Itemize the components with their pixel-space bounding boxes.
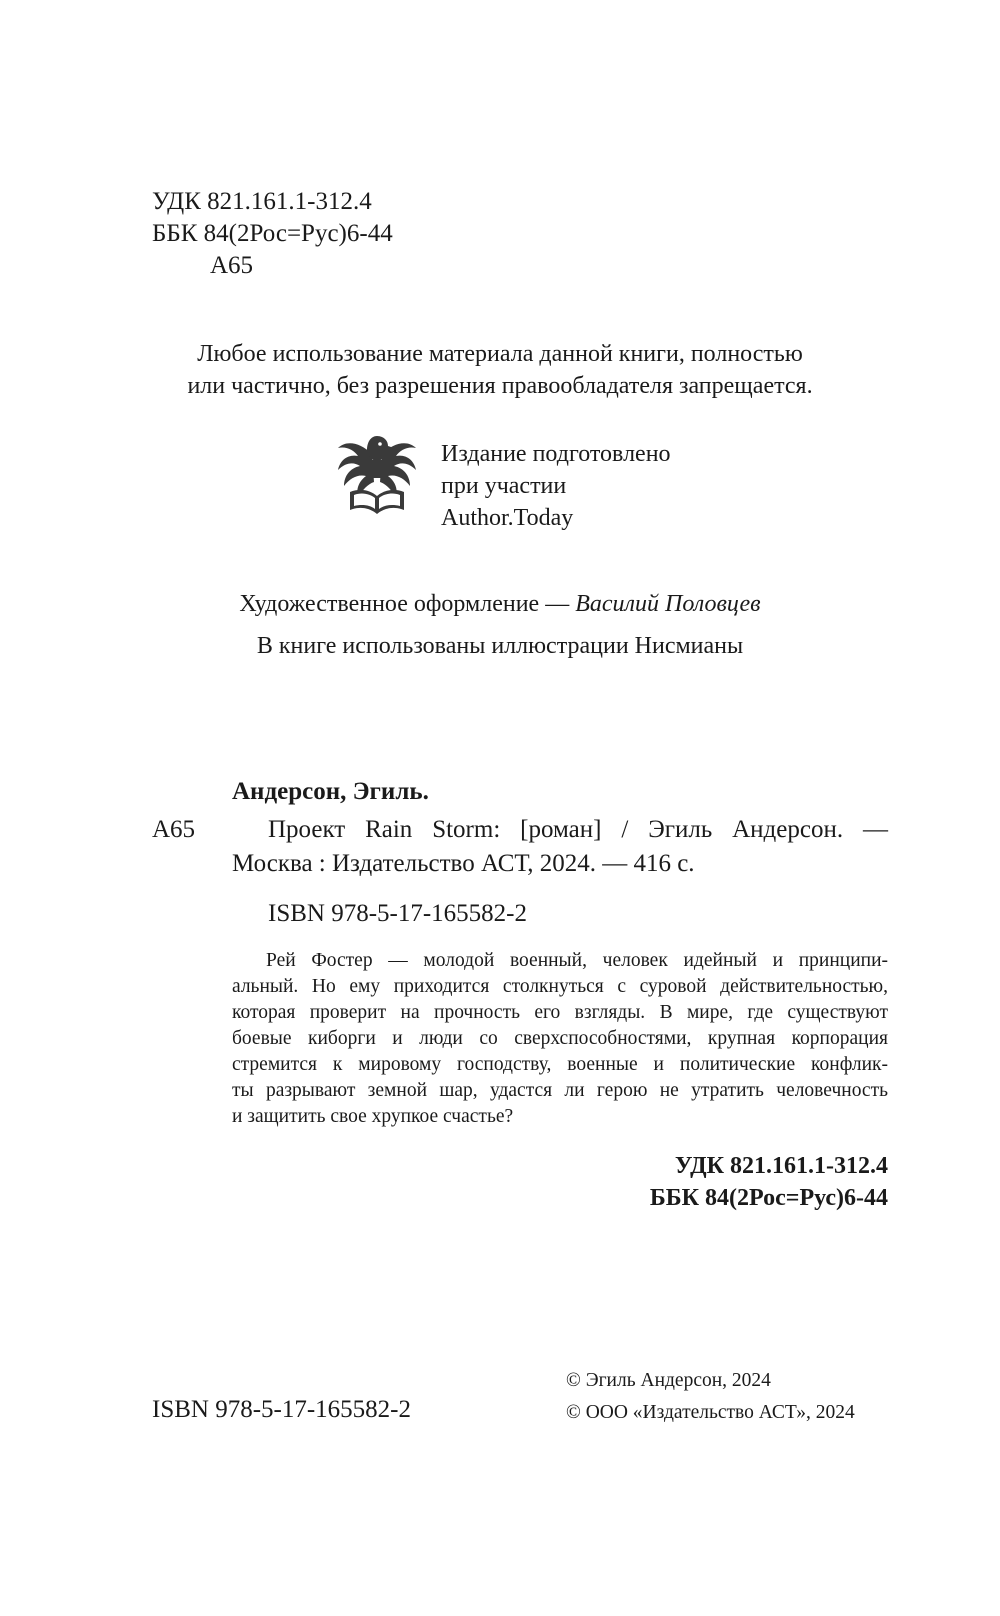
annotation-line: Рей Фостер — молодой военный, человек идейный и принципи- bbox=[266, 950, 888, 971]
design-credit bbox=[0, 588, 1000, 620]
udk-top: УДК 821.161.1-312.4 bbox=[152, 188, 372, 215]
partner-line-1: Издание подготовлено bbox=[441, 441, 671, 467]
annotation-line: ты разрывают земной шар, удастся ли герою не утратить человечность bbox=[232, 1080, 888, 1101]
copyright-publisher: © ООО «Издательство АСТ», 2024 bbox=[566, 1402, 855, 1423]
bib-code: А65 bbox=[152, 816, 196, 843]
annotation-line: стремится к мировому господству, военные и политические конфлик- bbox=[232, 1054, 888, 1075]
footer-isbn: ISBN 978-5-17-165582-2 bbox=[152, 1396, 412, 1423]
author-code-top: А65 bbox=[210, 252, 254, 279]
annotation bbox=[232, 948, 888, 1130]
partner-line-2: при участии bbox=[441, 473, 567, 499]
copyright-author: © Эгиль Андерсон, 2024 bbox=[566, 1370, 771, 1391]
bib-isbn: ISBN 978-5-17-165582-2 bbox=[268, 900, 528, 927]
bib-line-1: Проект Rain Storm: [роман] / Эгиль Андерсон. — bbox=[268, 816, 888, 843]
annotation-line: боевые киборги и люди со сверхспособностями, крупная корпорация bbox=[232, 1028, 888, 1049]
annotation-line: альный. Но ему приходится столкнуться с суровой действительностью, bbox=[232, 976, 888, 997]
design-credit-name: Василий Половцев bbox=[575, 591, 761, 617]
bbk-top: ББК 84(2Рос=Рус)6-44 bbox=[152, 220, 393, 247]
rights-notice-line-2: или частично, без разрешения правообладателя запрещается. bbox=[187, 373, 813, 399]
rights-notice-line-1: Любое использование материала данной книги, полностью bbox=[197, 341, 803, 367]
partner-line-3: Author.Today bbox=[441, 505, 574, 531]
udk-bottom: УДК 821.161.1-312.4 bbox=[674, 1153, 888, 1179]
phoenix-book-icon bbox=[336, 432, 418, 516]
annotation-line: которая проверит на прочность его взгляды. В мире, где существуют bbox=[232, 1002, 888, 1023]
bbk-bottom: ББК 84(2Рос=Рус)6-44 bbox=[649, 1185, 888, 1211]
bib-author: Андерсон, Эгиль. bbox=[232, 778, 429, 805]
annotation-line: и защитить свое хрупкое счастье? bbox=[232, 1106, 514, 1127]
illustrations-credit: В книге использованы иллюстрации Нисмианы bbox=[256, 633, 744, 659]
bib-line-2: Москва : Издательство АСТ, 2024. — 416 с. bbox=[232, 850, 695, 877]
design-credit-label: Художественное оформление — bbox=[239, 591, 570, 617]
